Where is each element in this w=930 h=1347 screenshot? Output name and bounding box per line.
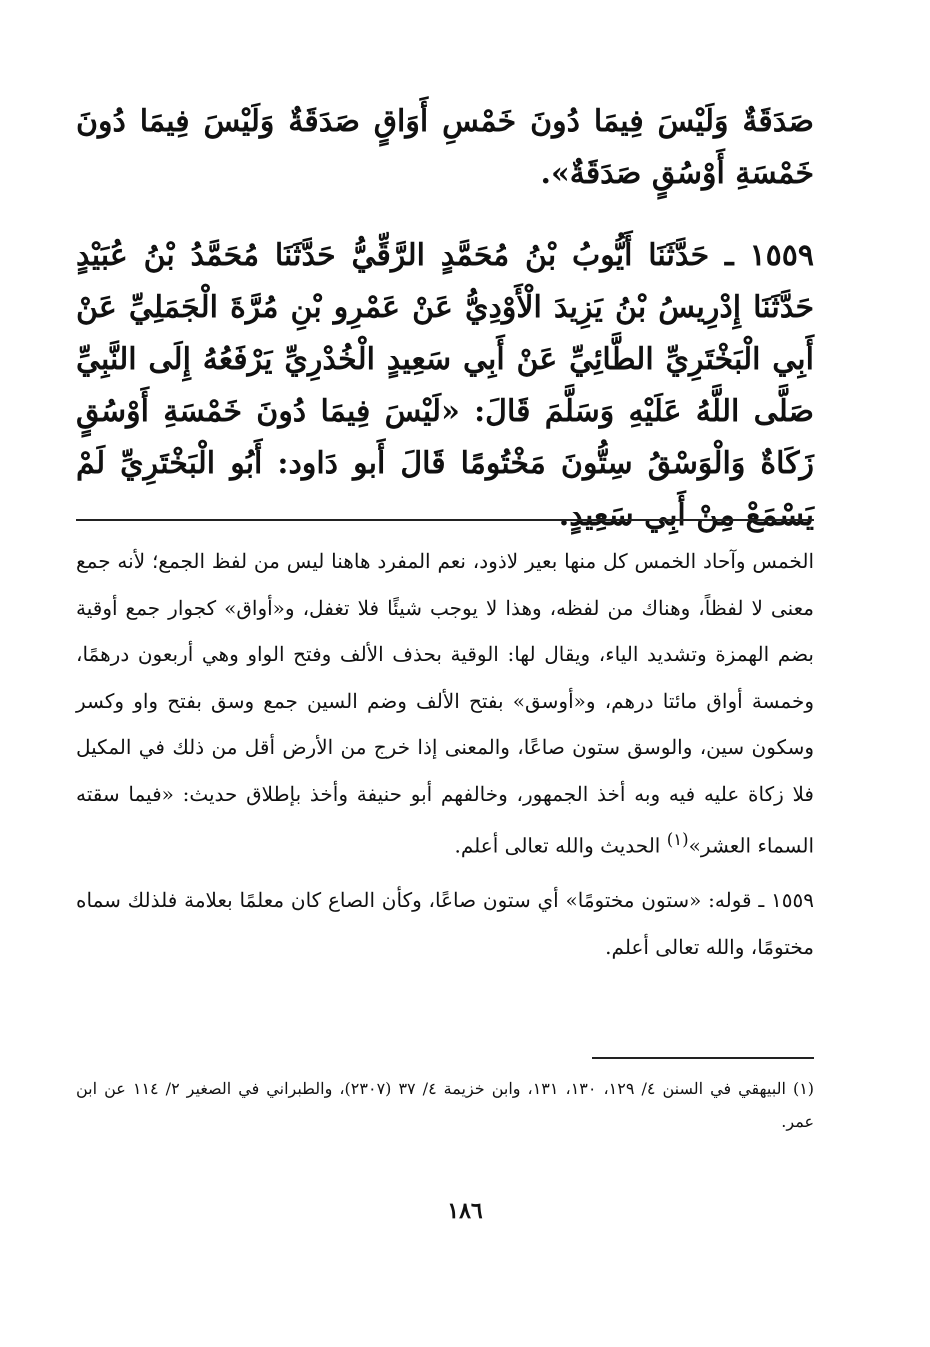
commentary-paragraph — [76, 538, 814, 869]
commentary-paragraph-text: الخمس وآحاد الخمس كل منها بعير لاذود، نعم المفرد هاهنا ليس من لفظ الجمع؛ لأنه جمع معنى لا لفظاً، وهناك من لفظه، وهذا لا يوجب شيئًا فلا تغفل، و«أواق» كجوار جمع أوقية بضم الهمزة وتشديد الياء، ويقال لها: الوقية بحذف الألف وفتح الواو وهي أربعون درهمًا، وخمسة أواق مائتا درهم، و«أوسق» بفتح الألف وضم السين جمع وسق بفتح واو وكسر وسكون سين، والوسق ستون صاعًا، والمعنى إذا خرج من الأرض أقل من ذلك في المكيل فلا زكاة عليه فيه وبه أخذ الجمهور، وخالفهم أبو حنيفة وأخذ بإطلاق حديث: «فيما سقته السماء العشر» — [76, 549, 815, 858]
commentary-paragraph-end: الحديث والله تعالى أعلم. — [454, 833, 667, 858]
footnote-1: (١) البيهقي في السنن ٤/ ١٢٩، ١٣٠، ١٣١، وابن خزيمة ٤/ ٣٧ (٢٣٠٧)، والطبراني في الصغير ٢/ ١١٤ عن ابن عمر. — [76, 1079, 815, 1131]
footnote-block — [76, 1072, 814, 1138]
hadith-text-block — [76, 96, 814, 542]
footnote-ref: (١) — [666, 830, 689, 849]
commentary-paragraph-1559: ١٥٥٩ ـ قوله: «ستون مختومًا» أي ستون صاعًا، وكأن الصاع كان معلمًا بعلامة فلذلك سماه مختومًا، والله تعالى أعلم. — [76, 888, 814, 959]
page-number: ١٨٦ — [447, 1198, 483, 1224]
footnote-divider — [592, 1057, 814, 1059]
hadith-continuation: صَدَقَةٌ وَلَيْسَ فِيمَا دُونَ خَمْسِ أَوَاقٍ صَدَقَةٌ وَلَيْسَ فِيمَا دُونَ خَمْسَةِ أَوْسُقٍ صَدَقَةٌ». — [76, 104, 814, 191]
commentary-block — [76, 538, 814, 970]
hadith-1559: ١٥٥٩ ـ حَدَّثَنَا أَيُّوبُ بْنُ مُحَمَّدٍ الرَّقِّيُّ حَدَّثَنَا مُحَمَّدُ بْنُ عُبَيْدٍ حَدَّثَنَا إِدْرِيسُ بْنُ يَزِيدَ الْأَوْدِيُّ عَنْ عَمْرِو بْنِ مُرَّةَ الْجَمَلِيِّ عَنْ أَبِي الْبَخْتَرِيِّ الطَّائِيِّ عَنْ أَبِي سَعِيدٍ الْخُدْرِيِّ يَرْفَعُهُ إِلَى النَّبِيِّ صَلَّى اللَّهُ عَلَيْهِ وَسَلَّمَ قَالَ: «لَيْسَ فِيمَا دُونَ خَمْسَةِ أَوْسُقٍ زَكَاةٌ وَالْوَسْقُ سِتُّونَ مَخْتُومًا قَالَ أَبو دَاود: أَبُو الْبَخْتَرِيِّ لَمْ يَسْمَعْ مِنْ أَبِي سَعِيدٍ. — [76, 238, 814, 533]
commentary-divider — [76, 519, 814, 521]
